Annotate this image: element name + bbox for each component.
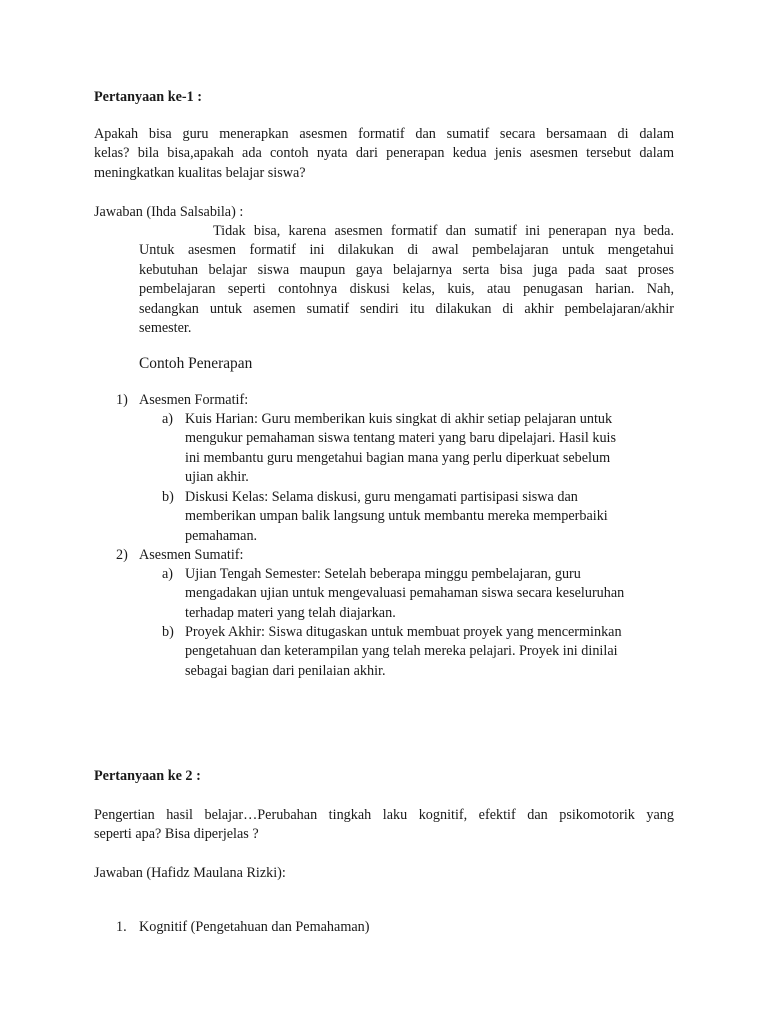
question-1-title: Pertanyaan ke-1 : bbox=[94, 89, 202, 105]
question-line: seperti apa? Bisa diperjelas ? bbox=[94, 826, 259, 843]
sub-list-item bbox=[185, 488, 675, 546]
sub-list-line: Kuis Harian: Guru memberikan kuis singkat di akhir setiap pelajaran untuk bbox=[185, 411, 613, 427]
sub-list-line: Proyek Akhir: Siswa ditugaskan untuk membuat proyek yang mencerminkan bbox=[185, 624, 622, 640]
question-line: Pengertian hasil belajar…Perubahan tingkah laku kognitif, efektif dan psikomotorik yang bbox=[94, 807, 674, 823]
sub-list-line: mengukur pemahaman siswa tentang materi yang baru dipelajari. Hasil kuis bbox=[185, 430, 617, 447]
answer-1-text bbox=[139, 222, 674, 338]
sub-list-item bbox=[185, 410, 675, 488]
sub-list-line: memberikan umpan balik langsung untuk membantu mereka memperbaiki bbox=[185, 508, 608, 525]
sub-list-line: Diskusi Kelas: Selama diskusi, guru mengamati partisipasi siswa dan bbox=[185, 489, 578, 505]
sub-list-letter: a) bbox=[162, 566, 174, 582]
list-item-label: Kognitif (Pengetahuan dan Pemahaman) bbox=[139, 919, 370, 935]
question-line: Apakah bisa guru menerapkan asesmen formatif dan sumatif secara bersamaan di dalam bbox=[94, 126, 674, 142]
answer-1-label: Jawaban (Ihda Salsabila) : bbox=[94, 204, 244, 220]
list-item-label: Asesmen Sumatif: bbox=[139, 547, 244, 563]
sub-list-line: pemahaman. bbox=[185, 527, 258, 544]
answer-line: pembelajaran seperti contohnya diskusi kelas, kuis, atau penugasan harian. Nah, bbox=[139, 281, 674, 298]
sub-list-item bbox=[185, 623, 675, 681]
sub-list-line: ujian akhir. bbox=[185, 469, 249, 486]
list-number: 1) bbox=[116, 392, 128, 408]
list-item-label: Asesmen Formatif: bbox=[139, 392, 249, 408]
sub-list-line: pengetahuan dan keterampilan yang telah mereka pelajari. Proyek ini dinilai bbox=[185, 643, 618, 660]
answer-line: sedangkan untuk asemen sumatif sendiri itu dilakukan di akhir pembelajaran/akhir bbox=[139, 300, 674, 317]
sub-list-line: terhadap materi yang telah diajarkan. bbox=[185, 604, 396, 621]
question-2-text bbox=[94, 806, 674, 845]
sub-list-line: Ujian Tengah Semester: Setelah beberapa minggu pembelajaran, guru bbox=[185, 566, 581, 582]
list-number: 1. bbox=[116, 919, 127, 935]
sub-list-item bbox=[185, 565, 675, 623]
answer-line: kebutuhan belajar siswa maupun gaya belajarnya serta bisa juga pada saat proses bbox=[139, 261, 674, 278]
answer-line: semester. bbox=[139, 320, 192, 337]
sub-list-letter: a) bbox=[162, 411, 174, 427]
answer-line: Tidak bisa, karena asesmen formatif dan sumatif ini penerapan nya beda. bbox=[213, 223, 674, 239]
sub-list-letter: b) bbox=[162, 624, 174, 640]
answer-line: Untuk asesmen formatif ini dilakukan di awal pembelajaran untuk mengetahui bbox=[139, 242, 674, 259]
sub-list-letter: b) bbox=[162, 489, 174, 505]
example-heading: Contoh Penerapan bbox=[139, 355, 253, 372]
question-2-title: Pertanyaan ke 2 : bbox=[94, 768, 201, 784]
list-number: 2) bbox=[116, 547, 128, 563]
answer-2-label: Jawaban (Hafidz Maulana Rizki): bbox=[94, 865, 286, 881]
question-line: kelas? bila bisa,apakah ada contoh nyata dari penerapan kedua jenis asesmen tersebut dalam bbox=[94, 145, 674, 162]
sub-list-line: sebagai bagian dari penilaian akhir. bbox=[185, 662, 386, 679]
question-1-text bbox=[94, 125, 674, 183]
sub-list-line: ini membantu guru mengetahui bagian mana yang perlu diperkuat sebelum bbox=[185, 449, 611, 466]
question-line: meningkatkan kualitas belajar siswa? bbox=[94, 164, 306, 181]
sub-list-line: mengadakan ujian untuk mengevaluasi pemahaman siswa secara keseluruhan bbox=[185, 585, 625, 602]
